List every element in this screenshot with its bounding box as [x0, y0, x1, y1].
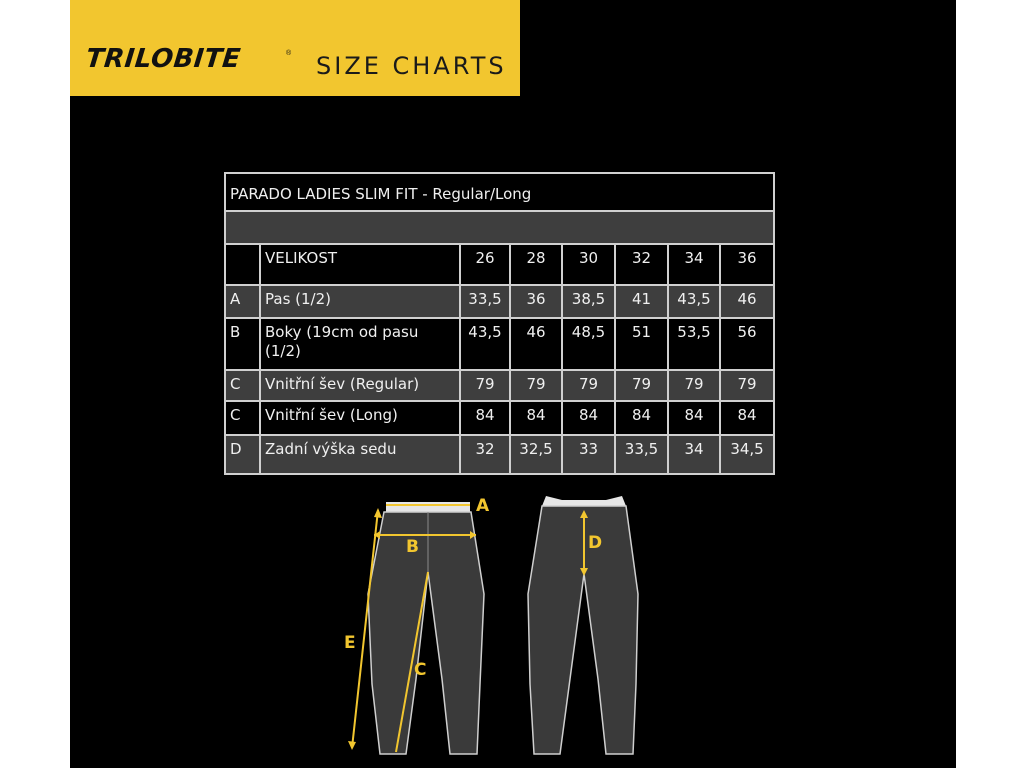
- table-cell: 46: [720, 285, 774, 318]
- label-c: C: [414, 660, 427, 680]
- table-cell: 32,5: [510, 435, 562, 474]
- row-label: Vnitřní šev (Regular): [260, 370, 460, 401]
- size-cell: 30: [562, 244, 615, 285]
- table-cell: 79: [460, 370, 510, 401]
- table-cell: 43,5: [668, 285, 720, 318]
- header-banner: [70, 0, 520, 96]
- table-cell: 36: [510, 285, 562, 318]
- row-code: C: [225, 401, 260, 435]
- measurement-diagram: [330, 484, 660, 768]
- row-label: Vnitřní šev (Long): [260, 401, 460, 435]
- table-cell: 56: [720, 318, 774, 370]
- table-cell: 33,5: [615, 435, 668, 474]
- table-header-row: [225, 244, 774, 285]
- row-code: B: [225, 318, 260, 370]
- label-b: B: [406, 537, 419, 557]
- size-cell: 26: [460, 244, 510, 285]
- row-label: Boky (19cm od pasu (1/2): [260, 318, 460, 370]
- table-cell: 32: [460, 435, 510, 474]
- table-cell: 84: [720, 401, 774, 435]
- table-cell: 46: [510, 318, 562, 370]
- table-cell: 79: [562, 370, 615, 401]
- table-cell: 43,5: [460, 318, 510, 370]
- table-spacer-row: [225, 211, 774, 244]
- size-cell: 32: [615, 244, 668, 285]
- table-cell: 53,5: [668, 318, 720, 370]
- trademark-symbol: ®: [286, 50, 292, 57]
- table-row: [225, 285, 774, 318]
- row-code: D: [225, 435, 260, 474]
- back-waistband: [542, 496, 626, 506]
- table-cell: 41: [615, 285, 668, 318]
- table-row: [225, 435, 774, 474]
- size-header: VELIKOST: [260, 244, 460, 285]
- table-cell: 79: [668, 370, 720, 401]
- table-title-row: [225, 173, 774, 211]
- table-cell: 84: [562, 401, 615, 435]
- table-cell: 38,5: [562, 285, 615, 318]
- page-title: SIZE CHARTS: [316, 52, 507, 80]
- table-row: [225, 318, 774, 370]
- pants-back-icon: [528, 496, 638, 754]
- table-cell: 48,5: [562, 318, 615, 370]
- table-row: [225, 370, 774, 401]
- table-title: PARADO LADIES SLIM FIT - Regular/Long: [225, 173, 774, 211]
- table-cell: 84: [510, 401, 562, 435]
- pants-front-icon: [344, 496, 490, 754]
- label-a: A: [476, 496, 490, 516]
- row-code: C: [225, 370, 260, 401]
- table-row: [225, 401, 774, 435]
- brand-logo: TRILOBITE: [84, 44, 243, 74]
- table-cell: 79: [720, 370, 774, 401]
- label-e: E: [344, 633, 356, 653]
- table-cell: 84: [615, 401, 668, 435]
- table-cell: 34,5: [720, 435, 774, 474]
- table-cell: 34: [668, 435, 720, 474]
- table-cell: 79: [615, 370, 668, 401]
- row-label: Zadní výška sedu: [260, 435, 460, 474]
- table-cell: 33: [562, 435, 615, 474]
- table-cell: 84: [460, 401, 510, 435]
- size-cell: 34: [668, 244, 720, 285]
- spacer-cell: [225, 211, 774, 244]
- table-cell: 33,5: [460, 285, 510, 318]
- label-d: D: [588, 533, 603, 553]
- front-pants-shape: [368, 512, 484, 754]
- size-table: [224, 172, 775, 475]
- size-cell: 36: [720, 244, 774, 285]
- table-cell: 51: [615, 318, 668, 370]
- table-cell: 79: [510, 370, 562, 401]
- row-label: Pas (1/2): [260, 285, 460, 318]
- table-cell: 84: [668, 401, 720, 435]
- front-waistband: [386, 502, 470, 512]
- row-code: A: [225, 285, 260, 318]
- size-cell: 28: [510, 244, 562, 285]
- header-code-cell: [225, 244, 260, 285]
